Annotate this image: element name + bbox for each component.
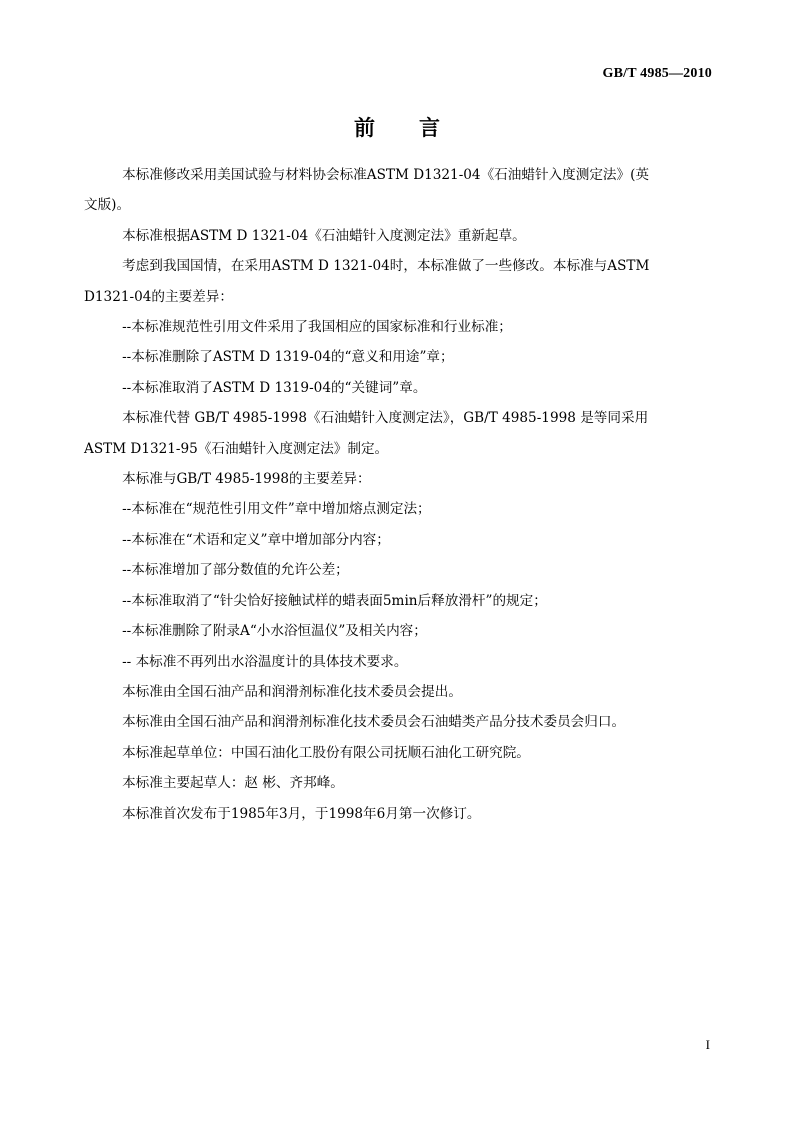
foreword-body bbox=[84, 160, 714, 829]
paragraph-replaces-cont: ASTM D1321-95《石油蜡针入度测定法》制定。 bbox=[84, 440, 389, 457]
paragraph-modifications-cont: D1321-04的主要差异： bbox=[84, 288, 233, 305]
paragraph-adoption-cont: 文版)。 bbox=[84, 197, 131, 214]
paragraph-drafting-unit: 本标准起草单位：中国石油化工股份有限公司抚顺石油化工研究院。 bbox=[122, 744, 530, 761]
paragraph-modifications: 考虑到我国国情，在采用ASTM D 1321-04时，本标准做了一些修改。本标准与ASTM bbox=[122, 258, 650, 275]
list-item: --本标准在“术语和定义”章中增加部分内容； bbox=[122, 531, 390, 548]
standard-code: GB/T 4985—2010 bbox=[602, 66, 712, 81]
list-item: -- 本标准不再列出水浴温度计的具体技术要求。 bbox=[122, 653, 408, 670]
list-item: --本标准规范性引用文件采用了我国相应的国家标准和行业标准； bbox=[122, 319, 512, 336]
list-item: --本标准删除了附录A“小水浴恒温仪”及相关内容； bbox=[122, 623, 427, 640]
paragraph-proposed-by: 本标准由全国石油产品和润滑剂标准化技术委员会提出。 bbox=[122, 683, 462, 700]
page-number: I bbox=[705, 1037, 710, 1052]
list-item: --本标准取消了ASTM D 1319-04的“关键词”章。 bbox=[122, 379, 427, 396]
paragraph-differences: 本标准与GB/T 4985-1998的主要差异： bbox=[122, 471, 371, 488]
paragraph-under-jurisdiction: 本标准由全国石油产品和润滑剂标准化技术委员会石油蜡类产品分技术委员会归口。 bbox=[122, 714, 626, 731]
list-item: --本标准取消了“针尖恰好接触试样的蜡表面5min后释放滑杆”的规定； bbox=[122, 592, 547, 609]
paragraph-adoption: 本标准修改采用美国试验与材料协会标准ASTM D1321-04《石油蜡针入度测定法》(英 bbox=[122, 167, 650, 183]
paragraph-replaces: 本标准代替 GB/T 4985-1998《石油蜡针入度测定法》，GB/T 4985-1998 是等同采用 bbox=[122, 410, 649, 427]
list-item: --本标准增加了部分数值的允许公差； bbox=[122, 562, 349, 579]
list-item: --本标准在“规范性引用文件”章中增加熔点测定法； bbox=[122, 501, 431, 518]
title-char-2: 言 bbox=[419, 116, 440, 140]
page-title bbox=[0, 112, 794, 142]
paragraph-drafters: 本标准主要起草人：赵 彬、齐邦峰。 bbox=[122, 775, 344, 792]
paragraph-redrafted: 本标准根据ASTM D 1321-04《石油蜡针入度测定法》重新起草。 bbox=[122, 227, 526, 244]
title-char-1: 前 bbox=[354, 116, 375, 140]
list-item: --本标准删除了ASTM D 1319-04的“意义和用途”章； bbox=[122, 349, 454, 366]
paragraph-history: 本标准首次发布于1985年3月，于1998年6月第一次修订。 bbox=[122, 805, 481, 822]
